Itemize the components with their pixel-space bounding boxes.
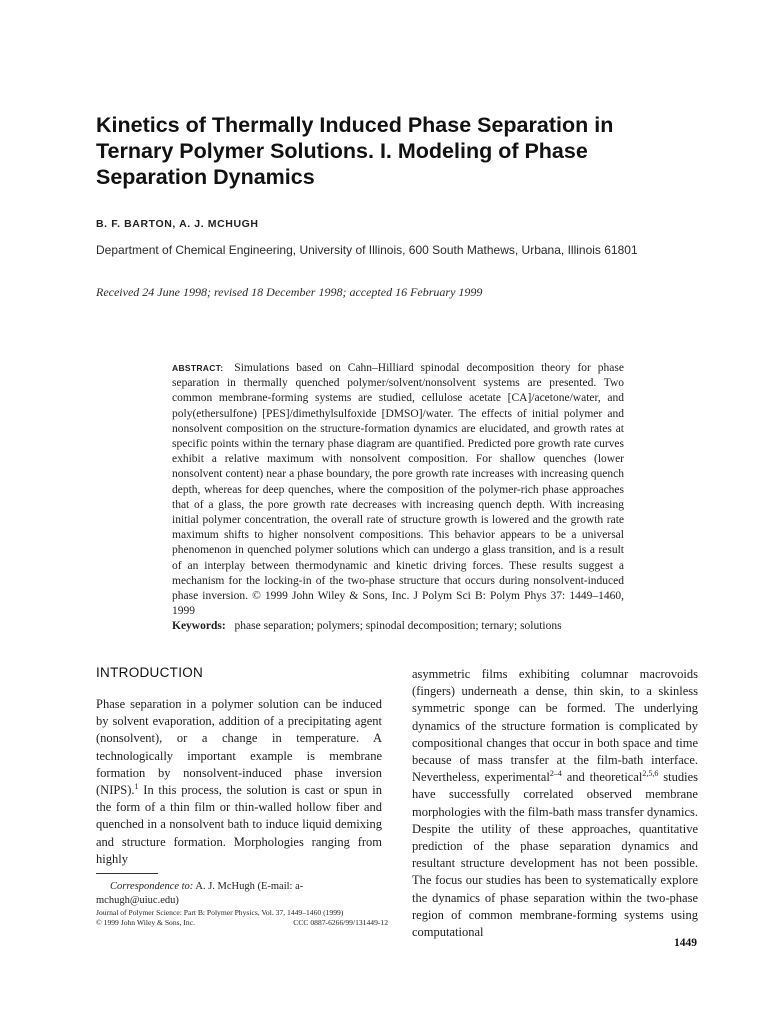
abstract-block	[172, 361, 624, 619]
citation-ref: 2–4	[549, 769, 562, 779]
correspondence-footnote	[96, 880, 386, 908]
citation-ref: 2,5,6	[642, 769, 659, 779]
correspondence-text: A. J. McHugh (E-mail: a-mchugh@uiuc.edu)	[96, 881, 304, 906]
keywords-label: Keywords:	[172, 620, 226, 632]
journal-info	[96, 908, 388, 928]
article-title: Kinetics of Thermally Induced Phase Separation in Ternary Polymer Solutions. I. Modeling of Phase Separation Dynamics	[96, 113, 614, 189]
paragraph-text: and theoretical	[561, 770, 643, 785]
affiliation: Department of Chemical Engineering, University of Illinois, 600 South Mathews, Urbana, Illinois 61801	[96, 243, 638, 257]
paragraph-text: studies have successfully correlated observed membrane morphologies with the film-bath mass transfer dynamics. Despite the utility of these approaches, quantitative prediction of the phase separation dynamics and resultant structure development has not been possible. The focus our studies has been to systematically explore the dynamics of phase separation within the two-phase region of common membrane-forming systems using computational	[412, 770, 698, 940]
paragraph-text: In this process, the solution is cast or spun in the form of a thin film or thin-walled hollow fiber and quenched in a nonsolvent bath to induce liquid demixing and structure formation. Morphologies ranging from highly	[96, 783, 382, 866]
copyright-notice: © 1999 John Wiley & Sons, Inc.	[96, 918, 195, 927]
abstract-label: ABSTRACT:	[172, 363, 224, 373]
section-heading-introduction: INTRODUCTION	[96, 665, 204, 680]
page-number: 1449	[674, 937, 697, 949]
body-column-left	[96, 696, 382, 868]
footnote-divider	[96, 873, 158, 874]
citation-ref: 1	[134, 781, 139, 791]
keywords-text: phase separation; polymers; spinodal decomposition; ternary; solutions	[234, 620, 562, 632]
ccc-code: CCC 0887-6266/99/131449-12	[293, 918, 388, 927]
paragraph-text: Phase separation in a polymer solution can be induced by solvent evaporation, addition of a precipitating agent (nonsolvent), or a change in temperature. A technologically important example is membrane formation by nonsolvent-induced phase inversion (NIPS).	[96, 697, 382, 798]
correspondence-label: Correspondence to:	[110, 881, 194, 892]
body-column-right	[412, 666, 698, 941]
abstract-text: Simulations based on Cahn–Hilliard spinodal decomposition theory for phase separation in thermally quenched polymer/solvent/nonsolvent systems are presented. Two common membrane-forming systems are studied, cellulose acetate [CA]/acetone/water, and poly(ethersulfone) [PES]/dimethylsulfoxide [DMSO]/water. The effects of initial polymer and nonsolvent composition on the structure-formation dynamics are elucidated, and growth rates at specific points within the ternary phase diagram are quantified. Predicted pore growth rate curves exhibit a relative maximum with nonsolvent composition. For shallow quenches (lower nonsolvent content) near a phase boundary, the pore growth rate increases with increasing quench depth, whereas for deep quenches, where the composition of the polymer-rich phase approaches that of a glass, the pore growth rate decreases with increasing quench depth. With increasing initial polymer concentration, the overall rate of structure growth is lowered and the growth rate maximum shifts to higher nonsolvent compositions. This behavior appears to be a universal phenomenon in quenched polymer solutions which can undergo a glass transition, and is a result of an interplay between thermodynamic and kinetic driving forces. These results suggest a mechanism for the locking-in of the two-phase structure that occurs during nonsolvent-induced phase inversion. © 1999 John Wiley & Sons, Inc. J Polym Sci B: Polym Phys 37: 1449–1460, 1999	[172, 362, 624, 618]
keywords-line	[172, 620, 632, 632]
journal-citation: Journal of Polymer Science: Part B: Polymer Physics, Vol. 37, 1449–1460 (1999)	[96, 908, 344, 917]
received-dates: Received 24 June 1998; revised 18 December 1998; accepted 16 February 1999	[96, 285, 483, 299]
paragraph-text: asymmetric films exhibiting columnar macrovoids (fingers) underneath a dense, thin skin, to a skinless symmetric sponge can be formed. The underlying dynamics of the structure formation is complicated by compositional changes that occur in both space and time because of mass transfer at the film-bath interface. Nevertheless, experimental	[412, 667, 698, 785]
author-list: B. F. BARTON, A. J. MCHUGH	[96, 218, 259, 230]
